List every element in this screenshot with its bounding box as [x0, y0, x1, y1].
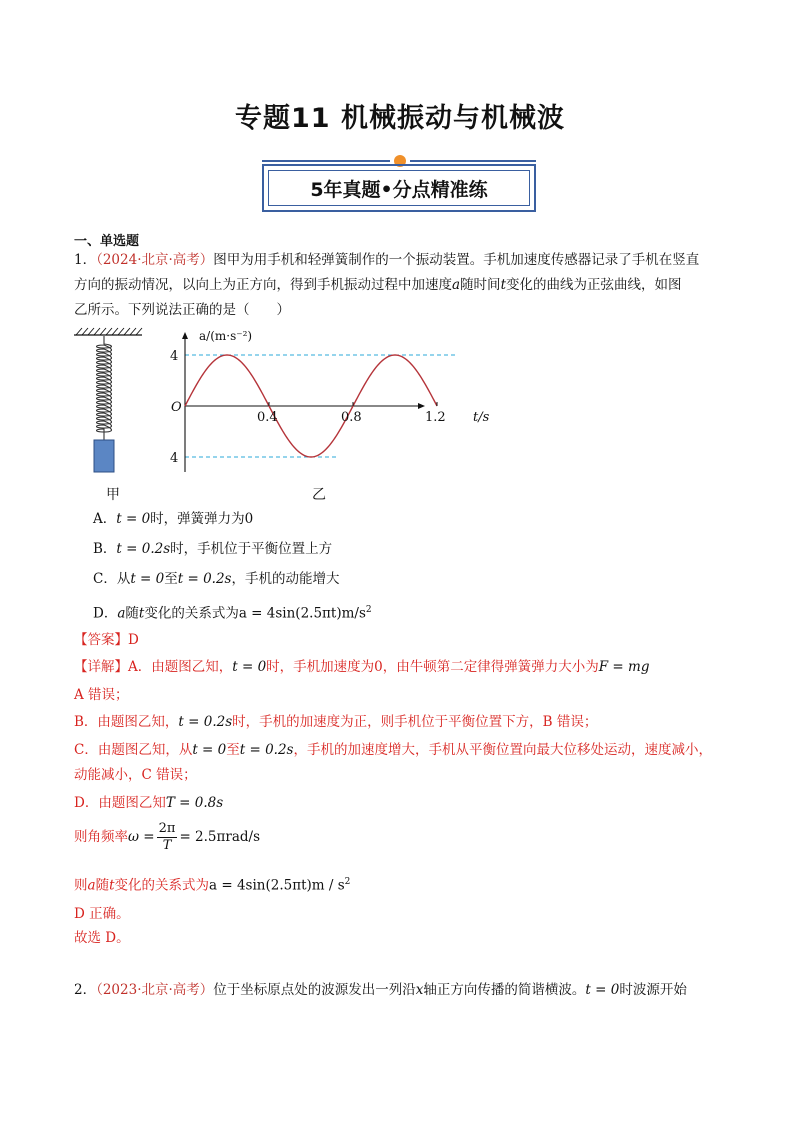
banner-box: [262, 164, 536, 212]
q1-option-c: [93, 568, 339, 590]
detail-4-mid: 至: [226, 742, 240, 758]
detail-line-9: D 正确。: [74, 906, 130, 922]
spring-apparatus-figure: [70, 326, 150, 476]
detail-line-10: 故选 D。: [74, 930, 130, 946]
option-a-letter: A．: [93, 511, 117, 527]
q1-var-a: a: [452, 277, 461, 293]
q1-option-a: [93, 508, 253, 530]
q2-stem-line1: [74, 979, 687, 1001]
banner-line-left: [262, 160, 390, 162]
ceiling-hatch-icon: [74, 328, 142, 335]
q2-stem-c: 时波源开始: [619, 982, 687, 998]
y-tick-label-min: 4: [170, 451, 179, 466]
detail-tag: 【详解】: [74, 659, 128, 675]
detail-8-text: 变化的关系式为: [114, 877, 209, 894]
q1-stem-line1: [74, 249, 699, 271]
detail-3a: B．由题图乙知，: [74, 714, 179, 730]
detail-line-1: [74, 656, 649, 678]
x-axis-label: t/s: [473, 410, 490, 425]
detail-6-math: T = 0.8s: [165, 795, 224, 811]
q1-source-tag: （2024·北京·高考）: [96, 252, 214, 268]
q1-answer: 【答案】D: [74, 632, 139, 648]
x-tick-label-1.2: 1.2: [425, 410, 446, 425]
fraction-numerator: 2π: [158, 821, 176, 836]
detail-4a: C．由题图乙知，从: [74, 742, 193, 758]
detail-1-math2: F = mg: [598, 659, 650, 675]
option-c-math2: t = 0.2s: [177, 571, 232, 587]
option-c-mid: 至: [164, 571, 178, 587]
detail-4-math1: t = 0: [192, 742, 227, 758]
q1-stem-line3: 乙所示。下列说法正确的是（ ）: [74, 302, 290, 318]
detail-line-7: [74, 820, 260, 854]
phone-block-icon: [94, 440, 114, 472]
q1-stem-text2c: 变化的曲线为正弦曲线，如图: [506, 277, 682, 293]
detail-8-var-a: a: [87, 877, 96, 894]
y-tick-label-max: 4: [170, 349, 179, 364]
option-b-math: t = 0.2s: [116, 541, 171, 557]
q2-var-x: x: [415, 982, 424, 998]
detail-8-sup: 2: [344, 877, 351, 887]
detail-7a: 则角频率: [74, 829, 128, 845]
detail-8a: 则: [74, 877, 88, 894]
q1-option-d: [93, 599, 372, 625]
detail-7-tail: = 2.5πrad/s: [179, 829, 261, 845]
detail-8-var-t: t: [109, 877, 115, 894]
option-d-letter: D．: [93, 605, 118, 622]
option-d-var-a: a: [117, 605, 126, 622]
detail-line-8: [74, 871, 350, 897]
detail-line-2: A 错误；: [74, 687, 129, 703]
detail-line-6: [74, 792, 223, 814]
detail-1a: A．由题图乙知，: [128, 659, 233, 675]
banner-text: 5年真题•分点精准练: [268, 170, 530, 206]
option-d-text: 变化的关系式为: [144, 605, 239, 622]
detail-line-5: 动能减小，C 错误；: [74, 767, 197, 783]
figure-label-jia: 甲: [106, 487, 120, 503]
q1-stem-text2: 方向的振动情况，以向上为正方向，得到手机振动过程中加速度: [74, 277, 452, 293]
acceleration-chart: [165, 326, 490, 476]
detail-4-math2: t = 0.2s: [239, 742, 294, 758]
fraction-denominator: T: [162, 838, 172, 853]
detail-1b: 时，手机加速度为0，由牛顿第二定律得弹簧弹力大小为: [266, 659, 599, 675]
option-c-text: ，手机的动能增大: [231, 571, 340, 587]
option-c-letter: C．从: [93, 571, 131, 587]
q1-var-t: t: [500, 277, 506, 293]
option-d-math: a = 4sin(2.5πt)m/s: [238, 605, 366, 622]
q1-stem-line2: [74, 274, 682, 296]
option-c-math1: t = 0: [130, 571, 165, 587]
q2-number: 2．: [74, 982, 97, 998]
figure-label-yi: 乙: [312, 487, 326, 503]
q1-option-b: [93, 538, 332, 560]
option-d-mid: 随: [125, 605, 139, 622]
detail-7-fraction: [157, 821, 178, 854]
banner-line-right: [410, 160, 536, 162]
option-a-math: t = 0: [116, 511, 151, 527]
detail-8-mid: 随: [95, 877, 110, 894]
detail-3-math: t = 0.2s: [178, 714, 233, 730]
detail-6a: D．由题图乙知: [74, 795, 166, 811]
q2-stem-math: t = 0: [585, 982, 620, 998]
x-tick-label-0.4: 0.4: [257, 410, 278, 425]
option-d-var-t: t: [138, 605, 145, 622]
option-b-text: 时，手机位于平衡位置上方: [170, 541, 333, 557]
q1-stem-text2b: 随时间: [460, 277, 501, 293]
y-axis-label: a/(m·s⁻²): [199, 329, 253, 343]
page-title: 专题11 机械振动与机械波: [235, 103, 565, 134]
x-tick-label-0.8: 0.8: [341, 410, 362, 425]
q2-stem-b: 轴正方向传播的简谐横波。: [423, 982, 586, 998]
detail-line-4: [74, 739, 712, 761]
detail-7-omega: ω =: [128, 829, 155, 845]
option-a-text: 时，弹簧弹力为0: [150, 511, 254, 527]
detail-1-math: t = 0: [232, 659, 267, 675]
q2-stem-a: 位于坐标原点处的波源发出一列沿: [213, 982, 416, 998]
detail-8-math: a = 4sin(2.5πt)m / s: [209, 877, 345, 894]
spring-coil-icon: [97, 336, 112, 440]
origin-label: O: [171, 400, 182, 415]
detail-3b: 时，手机的加速度为正，则手机位于平衡位置下方，B 错误；: [232, 714, 598, 730]
x-axis-arrow-icon: [418, 403, 425, 409]
option-d-sup: 2: [365, 605, 372, 615]
q2-source-tag: （2023·北京·高考）: [96, 982, 214, 998]
q1-stem-text1: 图甲为用手机和轻弹簧制作的一个振动装置。手机加速度传感器记录了手机在竖直: [213, 252, 700, 268]
q1-number: 1．: [74, 252, 97, 268]
detail-line-3: [74, 711, 597, 733]
option-b-letter: B．: [93, 541, 117, 557]
y-axis-arrow-icon: [182, 332, 188, 339]
detail-4b: ，手机的加速度增大，手机从平衡位置向最大位移处运动，速度减小，: [293, 742, 712, 758]
section-heading: 一、单选题: [74, 234, 140, 249]
